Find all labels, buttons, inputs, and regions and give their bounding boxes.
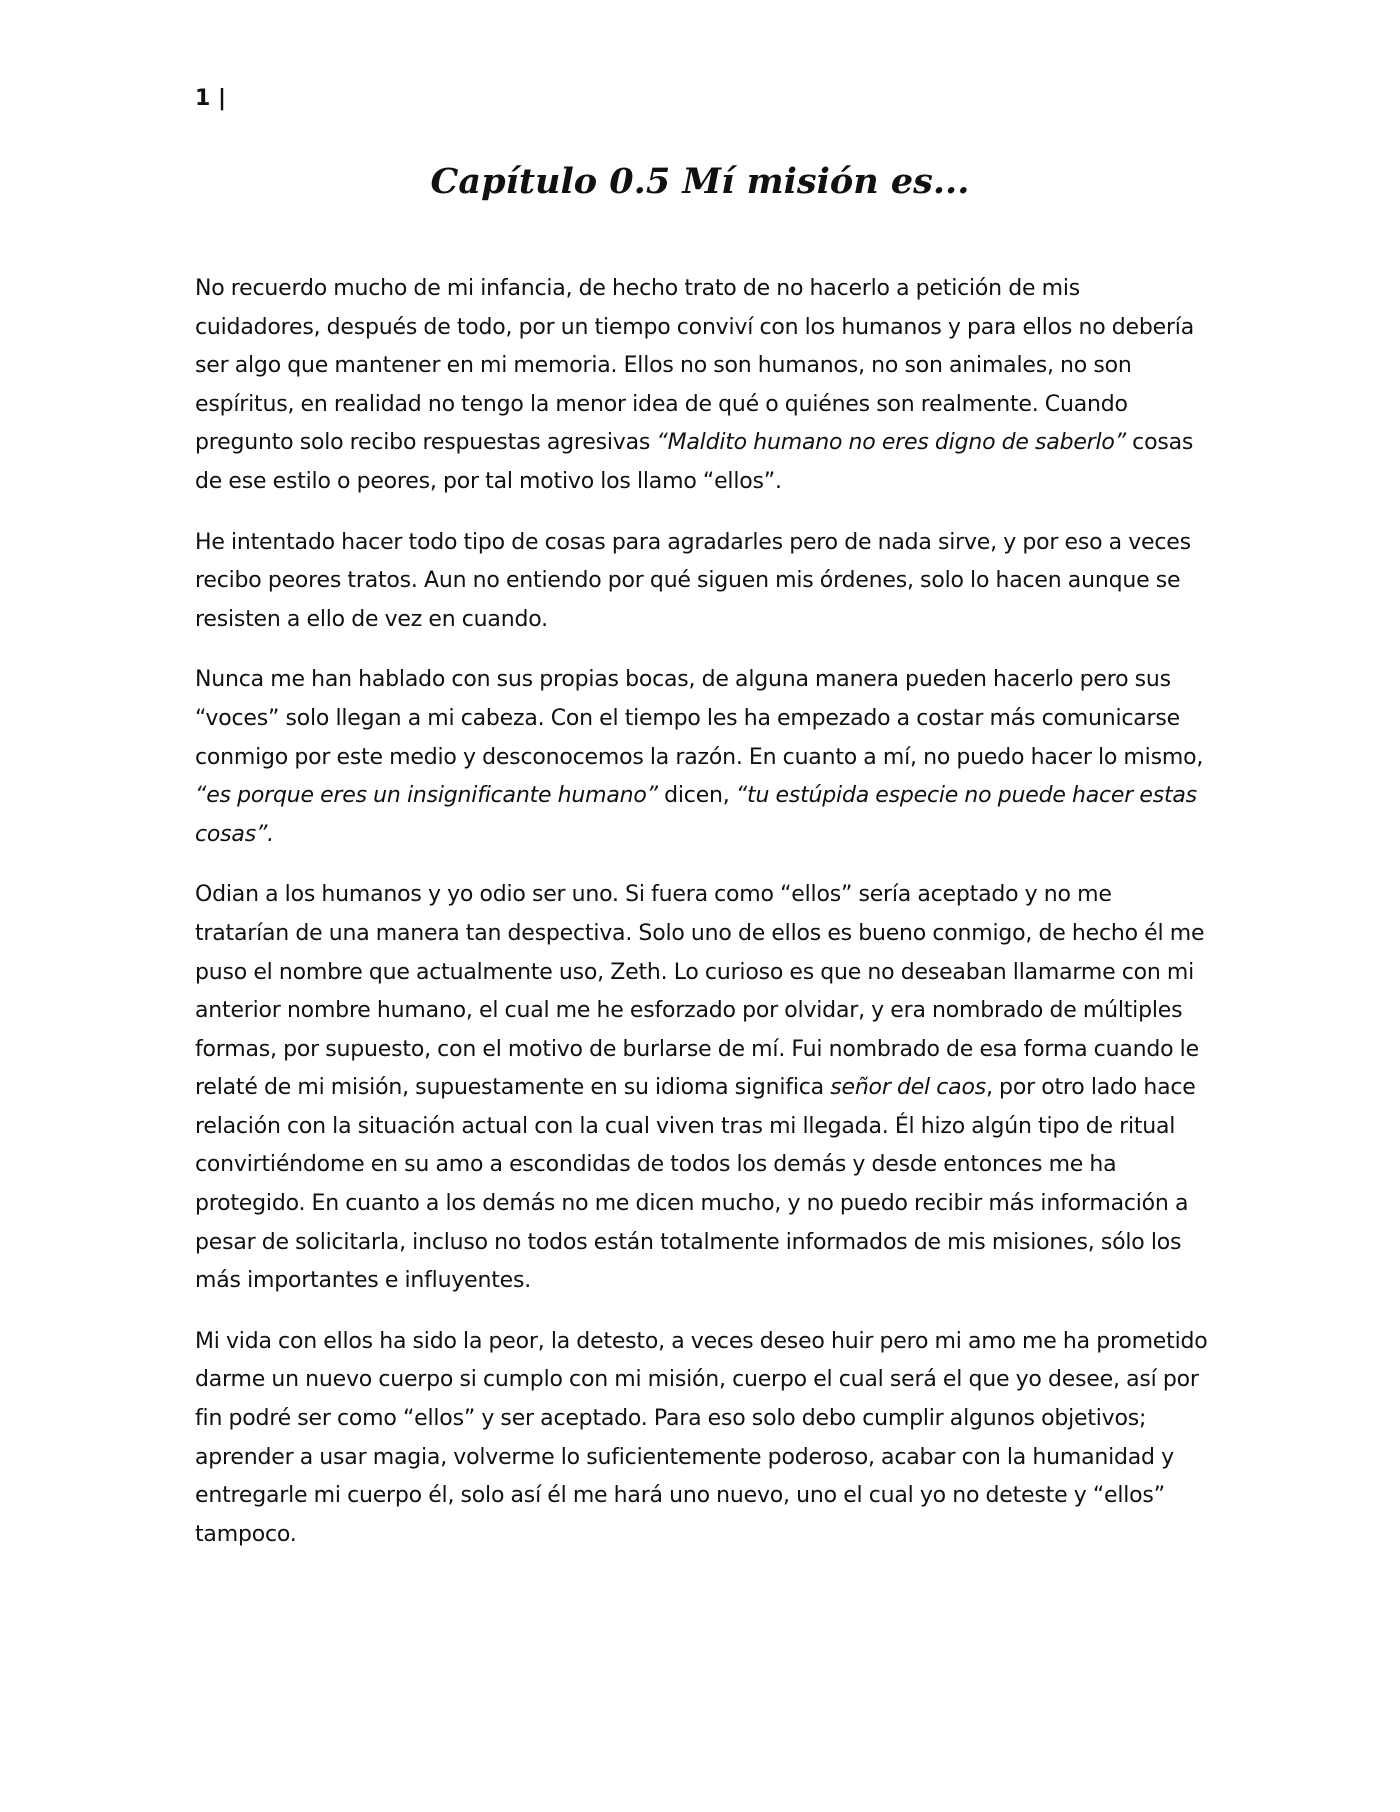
paragraph xyxy=(195,524,1210,640)
page-number: 1 | xyxy=(195,86,227,111)
text-segment: Mi vida con ellos ha sido la peor, la detesto, a veces deseo huir pero mi amo me ha prometido darme un nuevo cuerpo si cumplo con mi misión, cuerpo el cual será el que yo desee, así por fin podré ser como “ellos” y ser aceptado. Para eso solo debo cumplir algunos objetivos; aprender a usar magia, volverme lo suficientemente poderoso, acabar con la humanidad y entregarle mi cuerpo él, solo así él me hará uno nuevo, uno el cual yo no deteste y “ellos” tampoco. xyxy=(195,1328,1208,1547)
text-segment: dicen, xyxy=(657,783,736,809)
italic-quote: “tu estúpida especie no puede hacer estas cosas”. xyxy=(195,783,1197,847)
paragraph xyxy=(195,1323,1210,1555)
paragraph xyxy=(195,270,1210,502)
italic-quote: “es porque eres un insignificante humano” xyxy=(195,783,658,809)
paragraph xyxy=(195,876,1210,1301)
text-segment: No recuerdo mucho de mi infancia, de hecho trato de no hacerlo a petición de mis cuidadores, después de todo, por un tiempo conviví con los humanos y para ellos no debería ser algo que mantener en mi memoria. Ellos no son humanos, no son animales, no son espíritus, en realidad no tengo la menor idea de qué o quiénes son realmente. Cuando pregunto solo recibo respuestas agresivas xyxy=(195,276,1195,456)
text-segment: Odian a los humanos y yo odio ser uno. Si fuera como “ellos” sería aceptado y no me tratarían de una manera tan despectiva. Solo uno de ellos es bueno conmigo, de hecho él me puso el nombre que actualmente uso, Zeth. Lo curioso es que no deseaban llamarme con mi anterior nombre humano, el cual me he esforzado por olvidar, y era nombrado de múltiples formas, por supuesto, con el motivo de burlarse de mí. Fui nombrado de esa forma cuando le relaté de mi misión, supuestamente en su idioma significa xyxy=(195,882,1205,1101)
text-segment: Nunca me han hablado con sus propias bocas, de alguna manera pueden hacerlo pero sus “voces” solo llegan a mi cabeza. Con el tiempo les ha empezado a costar más comunicarse conmigo por este medio y desconocemos la razón. En cuanto a mí, no puedo hacer lo mismo, xyxy=(195,667,1204,770)
chapter-body xyxy=(195,270,1210,1576)
text-segment: He intentado hacer todo tipo de cosas para agradarles pero de nada sirve, y por eso a veces recibo peores tratos. Aun no entiendo por qué siguen mis órdenes, solo lo hacen aunque se resisten a ello de vez en cuando. xyxy=(195,529,1191,632)
text-segment: , por otro lado hace relación con la situación actual con la cual viven tras mi llegada. Él hizo algún tipo de ritual convirtiéndome en su amo a escondidas de todos los demás y desde entonces me ha protegido. En cuanto a los demás no me dicen mucho, y no puedo recibir más información a pesar de solicitarla, incluso no todos están totalmente informados de mis misiones, sólo los más importantes e influyentes. xyxy=(195,1075,1196,1294)
italic-phrase: señor del caos xyxy=(830,1075,986,1101)
text-segment: cosas de ese estilo o peores, por tal motivo los llamo “ellos”. xyxy=(195,430,1194,494)
chapter-title: Capítulo 0.5 Mí misión es... xyxy=(430,161,970,202)
italic-quote: “Maldito humano no eres digno de saberlo” xyxy=(656,430,1126,456)
paragraph xyxy=(195,661,1210,854)
